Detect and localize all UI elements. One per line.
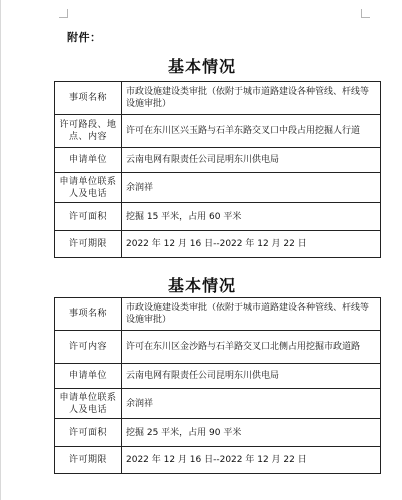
- row-value: 挖掘 15 平米，占用 60 平米: [122, 203, 381, 231]
- row-value: 市政设施建设类审批（依附于城市道路建设各种管线、杆线等设施审批）: [122, 82, 381, 115]
- row-value: 2022 年 12 月 16 日--2022 年 12 月 22 日: [122, 231, 381, 258]
- row-value: 许可在东川区金沙路与石羊路交叉口北侧占用挖掘市政道路: [122, 331, 381, 364]
- row-key: 许可内容: [55, 331, 122, 364]
- row-key: 许可期限: [55, 231, 122, 258]
- row-key: 申请单位: [55, 148, 122, 173]
- section-2-table: [54, 297, 381, 474]
- table-row: [55, 389, 381, 419]
- row-key: 申请单位联系人及电话: [55, 389, 122, 419]
- table-row: [55, 148, 381, 173]
- table-row: [55, 231, 381, 258]
- row-key: 申请单位: [55, 364, 122, 389]
- row-key: 事项名称: [55, 82, 122, 115]
- row-value: 云南电网有限责任公司昆明东川供电局: [122, 364, 381, 389]
- row-key: 事项名称: [55, 298, 122, 331]
- attachment-label: 附件：: [67, 31, 102, 44]
- section-2-title: 基本情况: [167, 276, 236, 295]
- table-row: [55, 364, 381, 389]
- table-row: [55, 331, 381, 364]
- row-value: 市政设施建设类审批（依附于城市道路建设各种管线、杆线等设施审批）: [122, 298, 381, 331]
- row-value: 挖掘 25 平米，占用 90 平米: [122, 419, 381, 447]
- row-key: 许可期限: [55, 447, 122, 474]
- row-key: 申请单位联系人及电话: [55, 173, 122, 203]
- page-corner-mark-left: [59, 9, 68, 18]
- table-row: [55, 419, 381, 447]
- row-key: 许可路段、地点、内容: [55, 115, 122, 148]
- row-value: 余润祥: [122, 389, 381, 419]
- row-value: 余润祥: [122, 173, 381, 203]
- table-row: [55, 298, 381, 331]
- table-row: [55, 82, 381, 115]
- row-value: 许可在东川区兴玉路与石羊东路交叉口中段占用挖掘人行道: [122, 115, 381, 148]
- table-row: [55, 115, 381, 148]
- row-value: 2022 年 12 月 16 日--2022 年 12 月 22 日: [122, 447, 381, 474]
- row-key: 许可面积: [55, 419, 122, 447]
- row-value: 云南电网有限责任公司昆明东川供电局: [122, 148, 381, 173]
- section-1-table: [54, 81, 381, 258]
- table-row: [55, 203, 381, 231]
- row-key: 许可面积: [55, 203, 122, 231]
- section-1-title: 基本情况: [167, 57, 236, 76]
- table-row: [55, 173, 381, 203]
- table-row: [55, 447, 381, 474]
- page-corner-mark-right: [361, 9, 370, 18]
